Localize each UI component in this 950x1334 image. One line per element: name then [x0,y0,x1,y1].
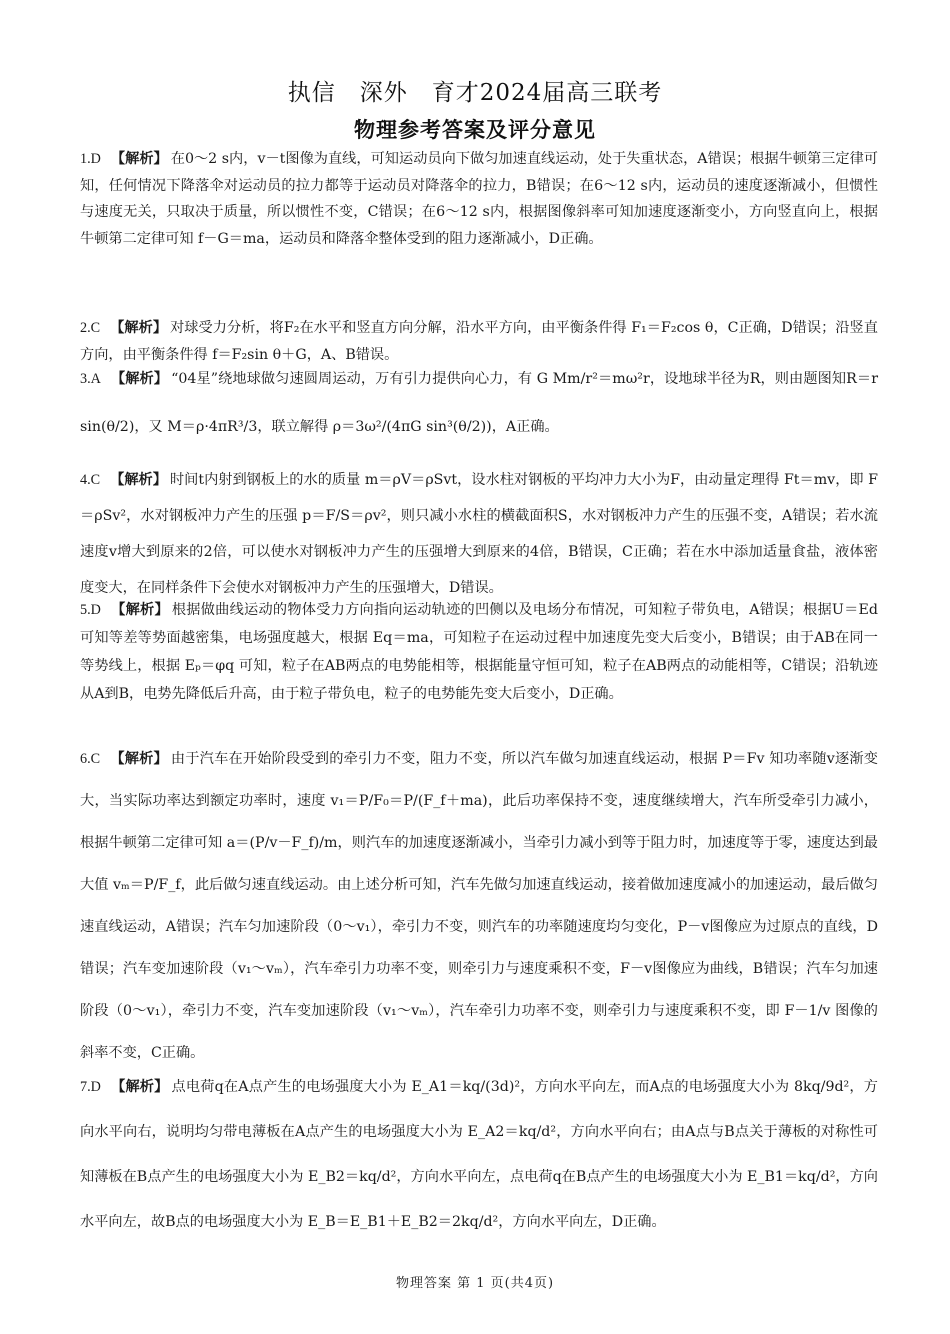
analysis-tag: 【解析】 [110,151,168,167]
answer-text: 根据做曲线运动的物体受力方向指向运动轨迹的凹侧以及电场分布情况，可知粒子带负电，A错误；根据U＝Ed可知等差等势面越密集，电场强度越大，根据 Eq＝ma，可知粒子在运动过程中加速度先变大后变小，B错误；由于AB在同一等势线上，根据 Eₚ＝φq 可知，粒子在AB两点的电势能相等，根据能量守恒可知，粒子在AB两点的动能相等，C错误；沿轨迹从A到B，电势先降低后升高，由于粒子带负电，粒子的电势能先变大后变小，D正确。 [80,602,878,702]
analysis-tag: 【解析】 [110,371,169,387]
answer-item-7 [80,1065,878,1245]
answer-number: 4.C [80,472,101,488]
answer-item-6 [80,738,878,1074]
answer-item-4 [80,462,878,606]
answer-text: 点电荷q在A点产生的电场强度大小为 E_A1＝kq/(3d)²，方向水平向左，而A点的电场强度大小为 8kq/9d²，方向水平向右，说明均匀带电薄板在A点产生的电场强度大小为 E_A2＝kq/d²，方向水平向右；由A点与B点关于薄板的对称性可知薄板在B点产生的电场强度大小为 E_B2＝kq/d²，方向水平向左，点电荷q在B点产生的电场强度大小为 E_B1＝kq/d²，方向水平向左，故B点的电场强度大小为 E_B＝E_B1＋E_B2＝2kq/d²，方向水平向左，D正确。 [80,1079,878,1230]
answer-text: “04星”绕地球做匀速圆周运动，万有引力提供向心力，有 G Mm/r²＝mω²r，设地球半径为R，则由题图知R＝r sin(θ/2)，又 M＝ρ·4πR³/3，联立解得 ρ＝3ω²/(4πG sin³(θ/2))，A正确。 [80,371,878,435]
answer-item-5 [80,596,878,708]
answer-item-3 [80,355,878,451]
answer-text: 对球受力分析，将F₂在水平和竖直方向分解，沿水平方向，由平衡条件得 F₁＝F₂cos θ，C正确，D错误；沿竖直方向，由平衡条件得 f＝F₂sin θ＋G，A、B错误。 [80,320,878,363]
page-footer: 物理答案 第 1 页(共4页) [395,1276,555,1291]
answer-text: 时间t内射到钢板上的水的质量 m＝ρV＝ρSvt，设水柱对钢板的平均冲力大小为F，由动量定理得 Ft＝mv，即 F＝ρSv²，水对钢板冲力产生的压强 p＝F/S＝ρv²，则只减小水柱的横截面积S，水对钢板冲力产生的压强不变，A错误；若水流速度v增大到原来的2倍，可以使水对钢板冲力产生的压强增大到原来的4倍，B错误，C正确；若在水中添加适量食盐，液体密度变大，在同样条件下会使水对钢板冲力产生的压强增大，D错误。 [80,472,878,596]
analysis-tag: 【解析】 [110,320,168,336]
answer-number: 2.C [80,320,101,336]
answer-number: 1.D [80,151,101,167]
analysis-tag: 【解析】 [110,1079,169,1095]
answer-number: 5.D [80,602,101,618]
document-subtitle: 物理参考答案及评分意见 [354,117,596,142]
answer-number: 6.C [80,751,101,767]
exam-title: 执信 深外 育才2024届高三联考 [287,80,663,106]
answer-item-1 [80,146,878,252]
answer-text: 在0～2 s内，v－t图像为直线，可知运动员向下做匀加速直线运动，处于失重状态，A错误；根据牛顿第三定律可知，任何情况下降落伞对运动员的拉力都等于运动员对降落伞的拉力，B错误；在6～12 s内，运动员的速度逐渐减小，但惯性与速度无关，只取决于质量，所以惯性不变，C错误；在6～12 s内，根据图像斜率可知加速度逐渐变小，方向竖直向上，根据牛顿第二定律可知 f－G＝ma，运动员和降落伞整体受到的阻力逐渐减小，D正确。 [80,151,878,247]
analysis-tag: 【解析】 [110,472,167,488]
answer-text: 由于汽车在开始阶段受到的牵引力不变，阻力不变，所以汽车做匀加速直线运动，根据 P＝Fv 知功率随v逐渐变大，当实际功率达到额定功率时，速度 v₁＝P/F₀＝P/(F_f＋ma)，此后功率保持不变，速度继续增大，汽车所受牵引力减小，根据牛顿第二定律可知 a＝(P/v－F_f)/m，则汽车的加速度逐渐减小，当牵引力减小到等于阻力时，加速度等于零，速度达到最大值 vₘ＝P/F_f，此后做匀速直线运动。由上述分析可知，汽车先做匀加速直线运动，接着做加速度减小的加速运动，最后做匀速直线运动，A错误；汽车匀加速阶段（0～v₁），牵引力不变，则汽车的功率随速度均匀变化，P－v图像应为过原点的直线，D错误；汽车变加速阶段（v₁～vₘ），汽车牵引力功率不变，则牵引力与速度乘积不变，F－v图像应为曲线，B错误；汽车匀加速阶段（0～v₁），牵引力不变，汽车变加速阶段（v₁～vₘ），汽车牵引力功率不变，则牵引力与速度乘积不变，即 F－1/v 图像的斜率不变，C正确。 [80,751,878,1061]
analysis-tag: 【解析】 [110,751,168,767]
answer-number: 7.D [80,1079,101,1095]
analysis-tag: 【解析】 [110,602,169,618]
answer-number: 3.A [80,371,101,387]
